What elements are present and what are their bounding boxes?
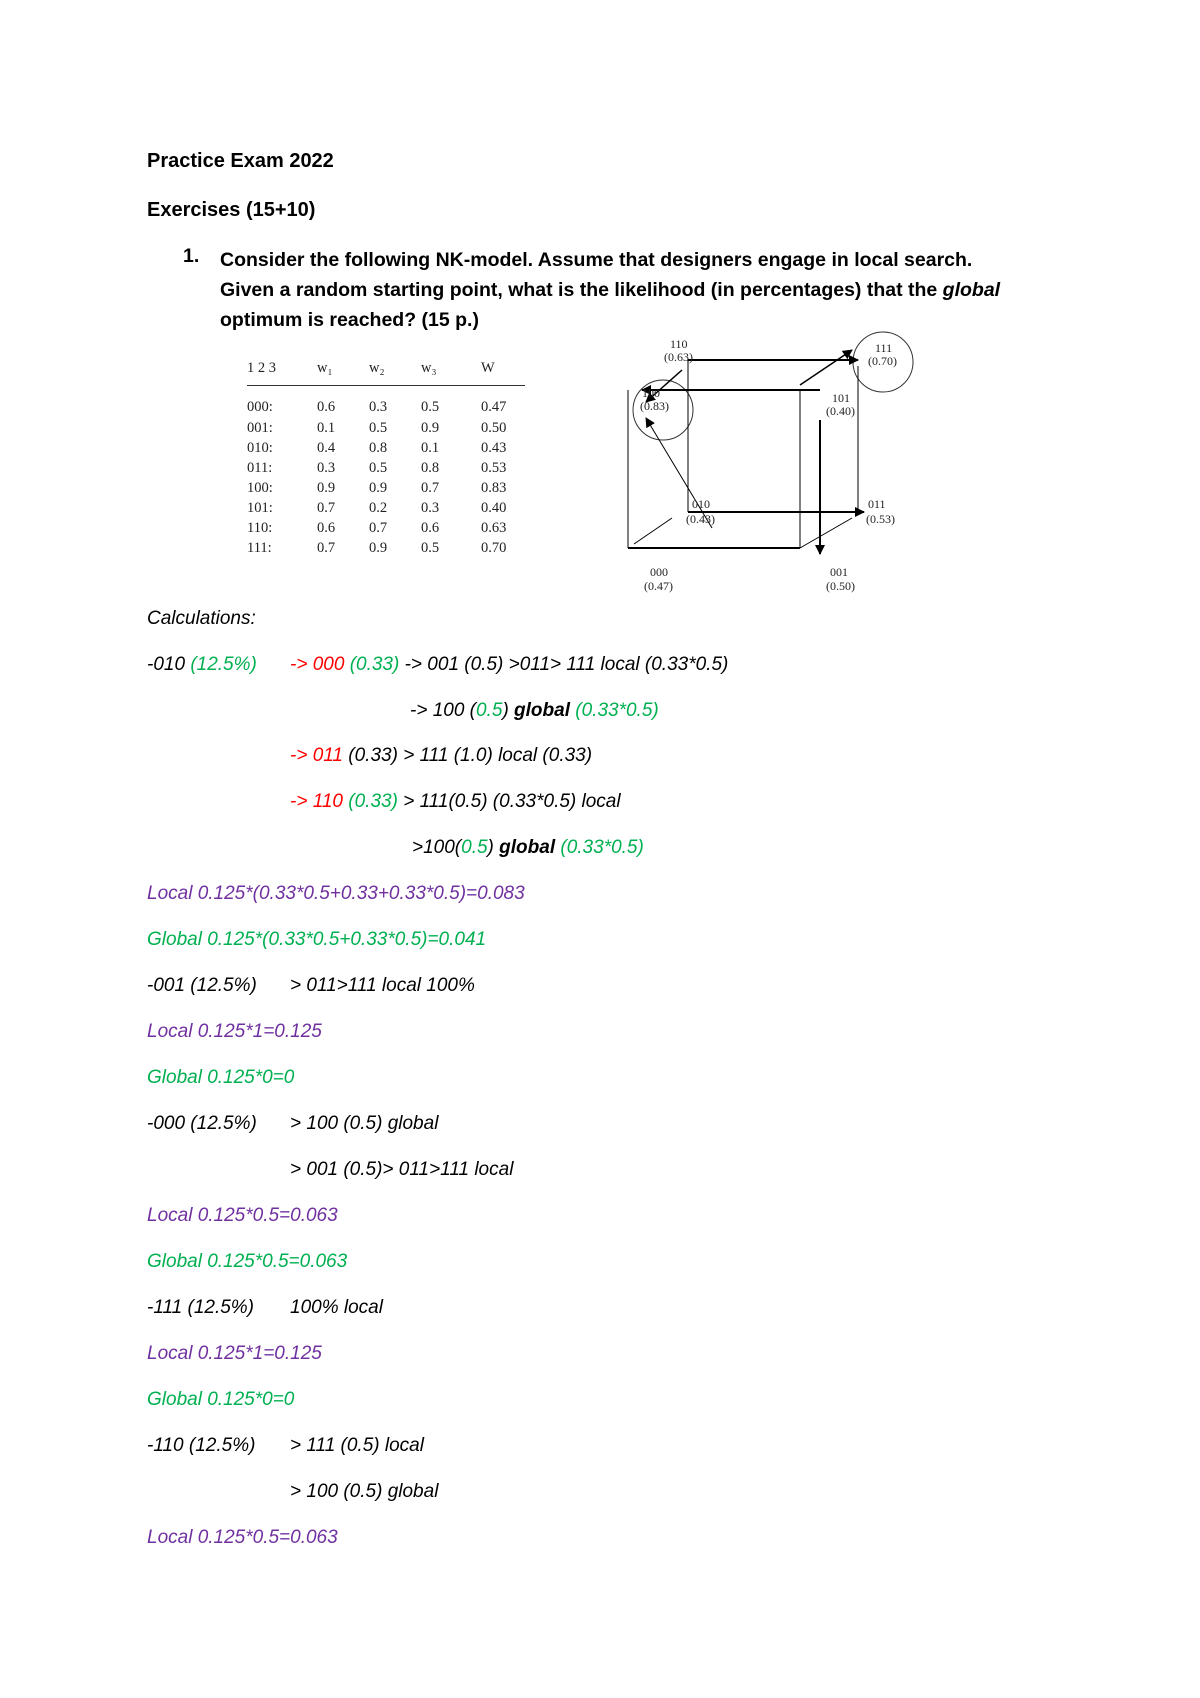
calc-global-001: Global 0.125*0=0 bbox=[147, 1067, 295, 1088]
table-cell: 101: bbox=[247, 499, 273, 516]
table-cell: 0.3 bbox=[421, 499, 440, 516]
table-cell: 0.9 bbox=[369, 479, 388, 496]
nk-cube-diagram bbox=[620, 330, 940, 600]
table-cell: 0.3 bbox=[317, 459, 336, 476]
table-header: W bbox=[481, 360, 495, 376]
table-cell: 110: bbox=[247, 519, 273, 536]
table-row bbox=[247, 498, 525, 518]
table-cell: 0.5 bbox=[369, 419, 388, 436]
calc-line-4: -> 110 (0.33) > 111(0.5) (0.33*0.5) local bbox=[290, 791, 621, 812]
edge-101-111 bbox=[800, 350, 852, 385]
table-cell: 0.5 bbox=[421, 539, 440, 556]
calc-local-000: Local 0.125*0.5=0.063 bbox=[147, 1205, 338, 1226]
table-header: 1 2 3 bbox=[247, 360, 276, 376]
node-000-value: (0.47) bbox=[644, 579, 673, 593]
node-011-code: 011 bbox=[868, 497, 886, 511]
calc-path-111: 100% local bbox=[290, 1297, 383, 1318]
table-cell: 0.4 bbox=[317, 439, 336, 456]
calc-line-2: -> 100 (0.5) global (0.33*0.5) bbox=[410, 700, 659, 721]
table-cell: 0.5 bbox=[369, 459, 388, 476]
table-cell: 0.3 bbox=[369, 398, 388, 415]
table-row bbox=[247, 418, 525, 438]
node-001-code: 001 bbox=[830, 565, 848, 579]
calc-local-001: Local 0.125*1=0.125 bbox=[147, 1021, 322, 1042]
table-cell: 0.40 bbox=[481, 499, 507, 516]
table-cell: 111: bbox=[247, 539, 272, 556]
table-row bbox=[247, 438, 525, 458]
table-cell: 0.6 bbox=[317, 398, 336, 415]
calc-path-110-a: > 111 (0.5) local bbox=[290, 1435, 424, 1456]
table-cell: 0.7 bbox=[317, 499, 336, 516]
calc-path-001: > 011>111 local 100% bbox=[290, 975, 475, 996]
question-global-word: global bbox=[942, 279, 1001, 301]
table-header: w₂ bbox=[369, 360, 385, 376]
node-010-value: (0.43) bbox=[686, 512, 715, 526]
table-cell: 0.1 bbox=[421, 439, 440, 456]
table-header: w₃ bbox=[421, 360, 437, 376]
calc-local-010: Local 0.125*(0.33*0.5+0.33+0.33*0.5)=0.083 bbox=[147, 883, 525, 904]
table-cell: 0.1 bbox=[317, 419, 336, 436]
node-000-code: 000 bbox=[650, 565, 668, 579]
table-row bbox=[247, 478, 525, 498]
calculations-heading: Calculations: bbox=[147, 608, 256, 629]
node-010-code: 010 bbox=[692, 497, 710, 511]
table-cell: 0.2 bbox=[369, 499, 388, 516]
question-text bbox=[220, 245, 1080, 335]
question-line-2: Given a random starting point, what is the likelihood (in percentages) that the global bbox=[220, 279, 1001, 301]
table-cell: 010: bbox=[247, 439, 273, 456]
node-011-value: (0.53) bbox=[866, 512, 895, 526]
table-cell: 0.7 bbox=[421, 479, 440, 496]
nk-fitness-table bbox=[247, 360, 525, 558]
table-cell: 0.47 bbox=[481, 398, 507, 415]
table-row bbox=[247, 386, 525, 419]
calc-start-001: -001 (12.5%) bbox=[147, 975, 257, 996]
table-cell: 000: bbox=[247, 398, 273, 415]
question-number: 1. bbox=[183, 245, 200, 267]
table-cell: 0.9 bbox=[369, 539, 388, 556]
question-line-1: Consider the following NK-model. Assume that designers engage in local search. bbox=[220, 249, 973, 271]
table-cell: 0.5 bbox=[421, 398, 440, 415]
calc-path-000-a: > 100 (0.5) global bbox=[290, 1113, 439, 1134]
calc-global-111: Global 0.125*0=0 bbox=[147, 1389, 295, 1410]
node-100-value: (0.83) bbox=[640, 399, 669, 413]
table-cell: 0.8 bbox=[421, 459, 440, 476]
calc-line-1-path: -> 000 (0.33) -> 001 (0.5) >011> 111 local (0.33*0.5) bbox=[290, 654, 729, 675]
table-cell: 0.53 bbox=[481, 459, 507, 476]
table-cell: 100: bbox=[247, 479, 273, 496]
table-cell: 0.9 bbox=[421, 419, 440, 436]
table-cell: 0.7 bbox=[369, 519, 388, 536]
table-cell: 0.6 bbox=[317, 519, 336, 536]
node-111-value: (0.70) bbox=[868, 354, 897, 368]
table-cell: 0.9 bbox=[317, 479, 336, 496]
table-cell: 0.7 bbox=[317, 539, 336, 556]
calc-start-000: -000 (12.5%) bbox=[147, 1113, 257, 1134]
calc-global-010: Global 0.125*(0.33*0.5+0.33*0.5)=0.041 bbox=[147, 929, 487, 950]
calc-local-111: Local 0.125*1=0.125 bbox=[147, 1343, 322, 1364]
table-cell: 001: bbox=[247, 419, 273, 436]
section-heading: Exercises (15+10) bbox=[147, 199, 316, 221]
edge-001-011 bbox=[800, 518, 852, 548]
table-cell: 0.83 bbox=[481, 479, 507, 496]
question-line-3: optimum is reached? (15 p.) bbox=[220, 309, 479, 331]
table-cell: 0.43 bbox=[481, 439, 507, 456]
calc-line-5: >100(0.5) global (0.33*0.5) bbox=[412, 837, 644, 858]
node-111-code: 111 bbox=[875, 341, 893, 355]
page-title: Practice Exam 2022 bbox=[147, 150, 334, 172]
table-row bbox=[247, 458, 525, 478]
calc-start-111: -111 (12.5%) bbox=[147, 1297, 255, 1318]
node-110-code: 110 bbox=[670, 337, 688, 351]
node-100-code: 100 bbox=[642, 386, 660, 400]
calc-line-3: -> 011 (0.33) > 111 (1.0) local (0.33) bbox=[290, 745, 593, 766]
calc-start-110: -110 (12.5%) bbox=[147, 1435, 256, 1456]
table-cell: 0.63 bbox=[481, 519, 507, 536]
calc-local-110: Local 0.125*0.5=0.063 bbox=[147, 1527, 338, 1548]
table-cell: 0.50 bbox=[481, 419, 507, 436]
table-cell: 0.70 bbox=[481, 539, 507, 556]
calc-global-000: Global 0.125*0.5=0.063 bbox=[147, 1251, 348, 1272]
table-header-row bbox=[247, 360, 525, 386]
node-001-value: (0.50) bbox=[826, 579, 855, 593]
table-header: w₁ bbox=[317, 360, 333, 376]
node-110-value: (0.63) bbox=[664, 350, 693, 364]
table-cell: 0.8 bbox=[369, 439, 388, 456]
table-cell: 0.6 bbox=[421, 519, 440, 536]
calc-line-1: -010 (12.5%) bbox=[147, 654, 257, 675]
calc-path-110-b: > 100 (0.5) global bbox=[290, 1481, 439, 1502]
node-101-code: 101 bbox=[832, 391, 850, 405]
node-101-value: (0.40) bbox=[826, 404, 855, 418]
edge-010-000 bbox=[634, 518, 672, 544]
table-body bbox=[247, 386, 525, 559]
table-row bbox=[247, 518, 525, 538]
table-cell: 011: bbox=[247, 459, 273, 476]
calc-path-000-b: > 001 (0.5)> 011>111 local bbox=[290, 1159, 514, 1180]
table-row bbox=[247, 538, 525, 558]
